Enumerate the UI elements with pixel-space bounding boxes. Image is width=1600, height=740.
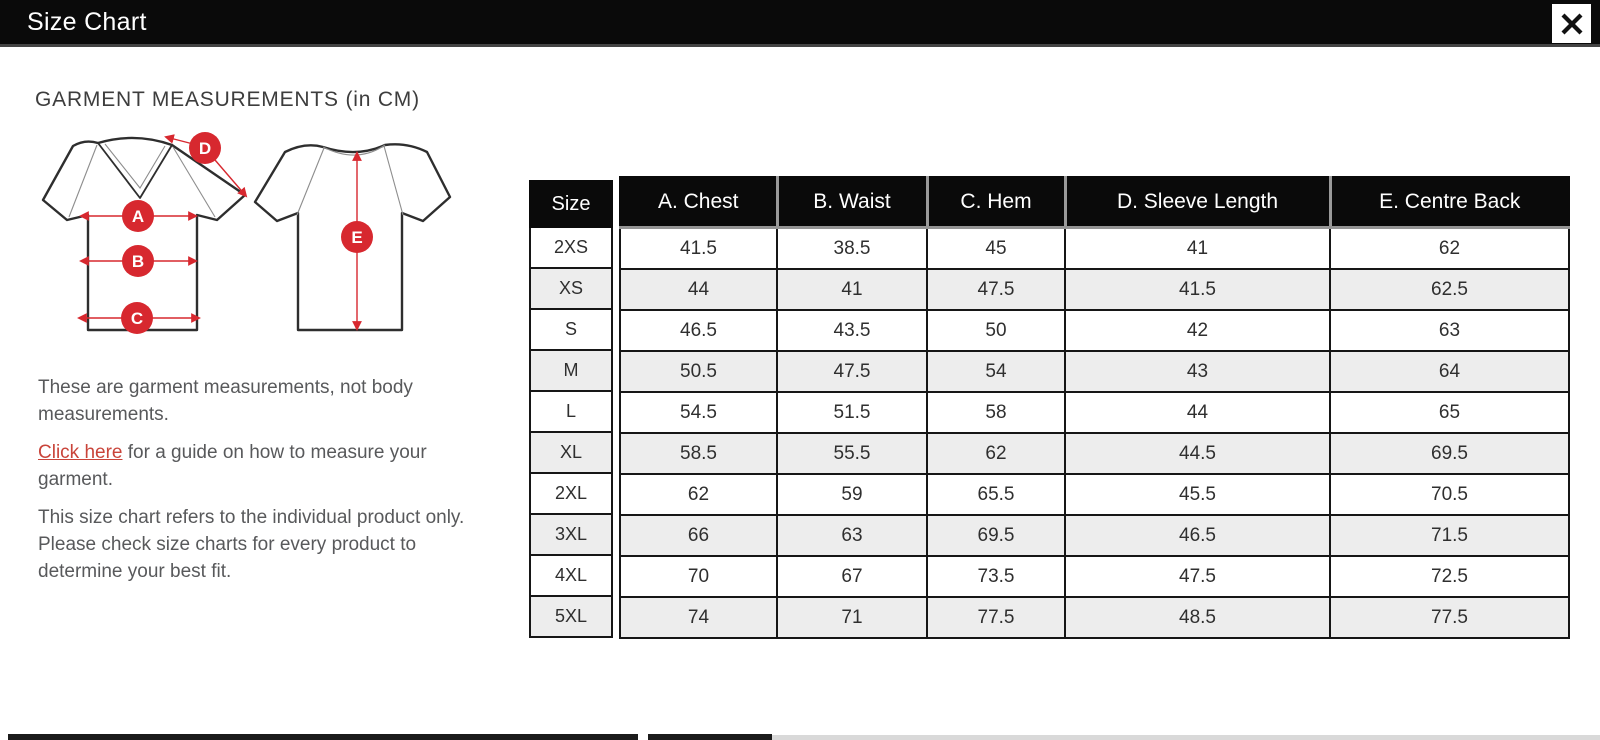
close-button[interactable]	[1552, 4, 1591, 43]
size-chart-table	[529, 176, 1570, 639]
measurement-cell: 65	[1330, 392, 1569, 433]
measurement-cell: 58	[927, 392, 1065, 433]
measurement-columns	[619, 176, 1570, 639]
shirt-front-outline	[43, 138, 245, 330]
size-label: 2XL	[530, 473, 612, 514]
measurement-cell: 43	[1065, 351, 1330, 392]
modal-title: Size Chart	[27, 8, 147, 36]
measurement-cell: 77.5	[927, 597, 1065, 638]
table-row	[620, 269, 1569, 310]
notes-block	[38, 375, 483, 597]
modal-header	[0, 0, 1600, 47]
measurement-cell: 62	[1330, 228, 1569, 270]
table-row	[620, 597, 1569, 638]
marker-a-letter: A	[131, 207, 145, 226]
measurement-cell: 41.5	[1065, 269, 1330, 310]
measurement-cell: 45	[927, 228, 1065, 270]
measurement-cell: 58.5	[620, 433, 777, 474]
marker-c-letter: C	[130, 309, 144, 328]
table-row	[620, 392, 1569, 433]
measurement-cell: 70	[620, 556, 777, 597]
measurement-cell: 42	[1065, 310, 1330, 351]
size-label: 2XS	[530, 227, 612, 268]
measurement-cell: 41.5	[620, 228, 777, 270]
column-header-centre-back: E. Centre Back	[1330, 177, 1569, 228]
underlying-page-edge-right	[772, 735, 1600, 740]
measurement-cell: 54.5	[620, 392, 777, 433]
note-individual-product: This size chart refers to the individual product only. Please check size charts for every product to determine your best fit.	[38, 507, 465, 582]
measurement-cell: 69.5	[1330, 433, 1569, 474]
size-column	[529, 180, 613, 638]
measurement-cell: 71	[777, 597, 927, 638]
measurement-cell: 45.5	[1065, 474, 1330, 515]
measurement-cell: 38.5	[777, 228, 927, 270]
measurement-cell: 44	[620, 269, 777, 310]
underlying-page-edge-left	[8, 734, 638, 740]
measurement-cell: 71.5	[1330, 515, 1569, 556]
measurement-cell: 50	[927, 310, 1065, 351]
underlying-page-edge-mid	[648, 734, 772, 740]
measurement-cell: 46.5	[620, 310, 777, 351]
measurement-cell: 47.5	[927, 269, 1065, 310]
measurement-cell: 66	[620, 515, 777, 556]
column-header-sleeve-length: D. Sleeve Length	[1065, 177, 1330, 228]
measurement-cell: 47.5	[777, 351, 927, 392]
measurement-cell: 63	[1330, 310, 1569, 351]
measurement-cell: 46.5	[1065, 515, 1330, 556]
measurement-cell: 47.5	[1065, 556, 1330, 597]
measurement-cell: 44.5	[1065, 433, 1330, 474]
measurement-cell: 63	[777, 515, 927, 556]
note-garment-measurements: These are garment measurements, not body measurements.	[38, 377, 413, 425]
measurement-cell: 44	[1065, 392, 1330, 433]
measurement-cell: 62.5	[1330, 269, 1569, 310]
measurement-cell: 69.5	[927, 515, 1065, 556]
measurement-cell: 67	[777, 556, 927, 597]
measurement-cell: 62	[927, 433, 1065, 474]
measure-guide-link[interactable]: Click here	[38, 442, 123, 464]
table-row	[620, 556, 1569, 597]
column-header-hem: C. Hem	[927, 177, 1065, 228]
size-label: S	[530, 309, 612, 350]
measurement-cell: 77.5	[1330, 597, 1569, 638]
column-header-chest: A. Chest	[620, 177, 777, 228]
measurement-cell: 65.5	[927, 474, 1065, 515]
size-label: 4XL	[530, 555, 612, 596]
size-label: 5XL	[530, 596, 612, 637]
measurement-cell: 70.5	[1330, 474, 1569, 515]
close-icon	[1560, 12, 1584, 36]
marker-e-letter: E	[351, 228, 363, 247]
measurement-cell: 43.5	[777, 310, 927, 351]
size-label: M	[530, 350, 612, 391]
measurement-cell: 59	[777, 474, 927, 515]
size-label: XL	[530, 432, 612, 473]
table-row	[620, 351, 1569, 392]
measure-guide-text: for a guide on how to measure your garment.	[38, 442, 427, 490]
marker-d-letter: D	[198, 139, 212, 158]
marker-b-letter: B	[131, 252, 145, 271]
garment-measurements-heading: GARMENT MEASUREMENTS (in CM)	[35, 88, 420, 111]
measurement-cell: 72.5	[1330, 556, 1569, 597]
table-row	[620, 474, 1569, 515]
measurement-cell: 54	[927, 351, 1065, 392]
measurement-cell: 55.5	[777, 433, 927, 474]
column-header-size: Size	[530, 181, 612, 227]
size-label: L	[530, 391, 612, 432]
table-row	[620, 433, 1569, 474]
table-row	[620, 515, 1569, 556]
measurement-cell: 41	[1065, 228, 1330, 270]
measurement-cell: 62	[620, 474, 777, 515]
column-header-waist: B. Waist	[777, 177, 927, 228]
garment-measurement-diagram	[35, 120, 455, 345]
table-row	[620, 310, 1569, 351]
measurement-cell: 50.5	[620, 351, 777, 392]
measurement-cell: 64	[1330, 351, 1569, 392]
note-measure-guide	[38, 440, 483, 493]
table-row	[620, 228, 1569, 270]
measurement-cell: 48.5	[1065, 597, 1330, 638]
measurement-cell: 74	[620, 597, 777, 638]
measurement-cell: 73.5	[927, 556, 1065, 597]
size-label: 3XL	[530, 514, 612, 555]
size-label: XS	[530, 268, 612, 309]
measurement-cell: 51.5	[777, 392, 927, 433]
measurement-cell: 41	[777, 269, 927, 310]
